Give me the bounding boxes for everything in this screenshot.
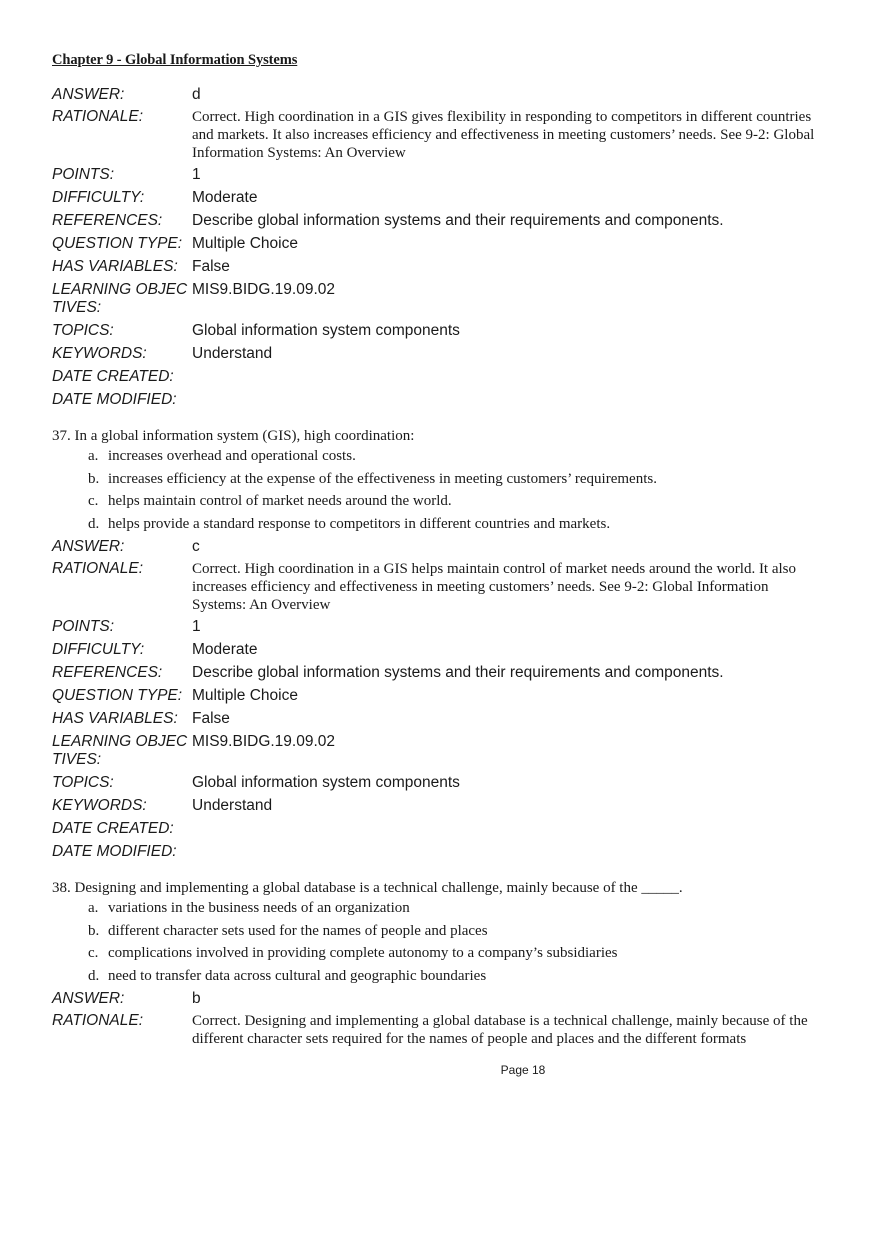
question-38-metadata [52,990,832,1052]
topics-label: TOPICS: [52,774,114,791]
date-modified-row [52,391,832,409]
option-d [88,515,842,533]
option-b [88,470,842,488]
points-row [52,166,832,184]
option-text: increases overhead and operational costs. [108,448,356,464]
topics-label: TOPICS: [52,322,114,339]
has-variables-label: HAS VARIABLES: [52,258,178,275]
question-type-row [52,235,832,253]
rationale-row [52,108,832,162]
has-variables-value: False [192,710,230,727]
learning-objectives-label: LEARNING OBJECTIVES: [52,733,188,768]
points-value: 1 [192,618,201,635]
learning-objectives-value: MIS9.BIDG.19.09.02 [192,281,336,298]
option-text: helps provide a standard response to competitors in different countries and markets. [108,515,611,532]
option-d [88,967,842,985]
answer-row [52,990,832,1008]
question-type-value: Multiple Choice [192,235,298,252]
points-label: POINTS: [52,618,115,635]
rationale-value: Correct. High coordination in a GIS helps maintain control of market needs around the world. It also increases efficiency and effectiveness in meeting customers’ needs. See 9-2: Global Information Systems: An Overview [192,561,797,613]
keywords-row [52,345,832,363]
answer-label: ANSWER: [52,86,125,103]
question-36-metadata [52,86,832,414]
option-letter: c. [88,493,99,509]
question-37-metadata [52,538,832,866]
option-text: helps maintain control of market needs around the world. [108,493,452,509]
topics-value: Global information system components [192,322,460,339]
option-letter: c. [88,945,99,961]
difficulty-value: Moderate [192,189,258,206]
references-value: Describe global information systems and their requirements and components. [192,212,724,229]
answer-options [88,899,842,985]
points-label: POINTS: [52,166,115,183]
points-row [52,618,832,636]
option-letter: a. [88,900,99,916]
question-type-value: Multiple Choice [192,687,298,704]
option-text: increases efficiency at the expense of the effectiveness in meeting customers’ requirements. [108,470,657,487]
rationale-row [52,1012,832,1048]
difficulty-label: DIFFICULTY: [52,189,145,206]
topics-row [52,322,832,340]
answer-value: c [192,538,200,555]
difficulty-row [52,641,832,659]
difficulty-row [52,189,832,207]
option-b [88,922,842,940]
keywords-label: KEYWORDS: [52,797,147,814]
learning-objectives-value: MIS9.BIDG.19.09.02 [192,733,336,750]
date-created-row [52,368,832,386]
topics-row [52,774,832,792]
option-text: variations in the business needs of an organization [108,900,410,916]
chapter-title: Chapter 9 - Global Information Systems [52,52,298,68]
keywords-value: Understand [192,797,273,814]
option-text: need to transfer data across cultural and geographic boundaries [108,967,487,984]
date-modified-label: DATE MODIFIED: [52,843,177,860]
difficulty-label: DIFFICULTY: [52,641,145,658]
rationale-label: RATIONALE: [52,108,144,125]
references-label: REFERENCES: [52,212,163,229]
answer-row [52,538,832,556]
rationale-value: Correct. Designing and implementing a global database is a technical challenge, mainly because of the different character sets required for the names of people and places and the different formats [192,1013,808,1047]
option-letter: b. [88,470,100,487]
question-stem: 37. In a global information system (GIS), high coordination: [52,428,415,444]
keywords-row [52,797,832,815]
option-letter: d. [88,967,100,984]
rationale-value: Correct. High coordination in a GIS gives flexibility in responding to competitors in different countries and markets. It also increases efficiency and effectiveness in meeting customers’ needs. See 9-2: Global Information Systems: An Overview [192,109,815,161]
date-created-label: DATE CREATED: [52,368,174,385]
option-letter: d. [88,515,100,532]
rationale-row [52,560,832,614]
page-number: Page 18 [500,1063,546,1077]
answer-options [88,447,842,533]
references-row [52,212,832,230]
question-type-row [52,687,832,705]
has-variables-label: HAS VARIABLES: [52,710,178,727]
option-a [88,447,842,465]
option-c [88,492,842,510]
option-text: different character sets used for the names of people and places [108,922,488,939]
question-38 [52,879,842,989]
has-variables-row [52,258,832,276]
has-variables-row [52,710,832,728]
option-letter: a. [88,448,99,464]
keywords-label: KEYWORDS: [52,345,147,362]
rationale-label: RATIONALE: [52,560,144,577]
references-row [52,664,832,682]
rationale-label: RATIONALE: [52,1012,144,1029]
answer-row [52,86,832,104]
question-type-label: QUESTION TYPE: [52,235,183,252]
date-created-label: DATE CREATED: [52,820,174,837]
date-created-row [52,820,832,838]
has-variables-value: False [192,258,230,275]
question-37 [52,427,842,537]
answer-value: b [192,990,201,1007]
option-letter: b. [88,922,100,939]
option-text: complications involved in providing complete autonomy to a company’s subsidiaries [108,945,618,961]
date-modified-label: DATE MODIFIED: [52,391,177,408]
question-type-label: QUESTION TYPE: [52,687,183,704]
answer-value: d [192,86,201,103]
answer-label: ANSWER: [52,990,125,1007]
difficulty-value: Moderate [192,641,258,658]
option-a [88,899,842,917]
keywords-value: Understand [192,345,273,362]
learning-objectives-row [52,733,832,769]
references-label: REFERENCES: [52,664,163,681]
question-stem: 38. Designing and implementing a global database is a technical challenge, mainly because of the _____. [52,880,683,896]
date-modified-row [52,843,832,861]
option-c [88,944,842,962]
references-value: Describe global information systems and their requirements and components. [192,664,724,681]
topics-value: Global information system components [192,774,460,791]
points-value: 1 [192,166,201,183]
answer-label: ANSWER: [52,538,125,555]
learning-objectives-label: LEARNING OBJECTIVES: [52,281,188,316]
learning-objectives-row [52,281,832,317]
